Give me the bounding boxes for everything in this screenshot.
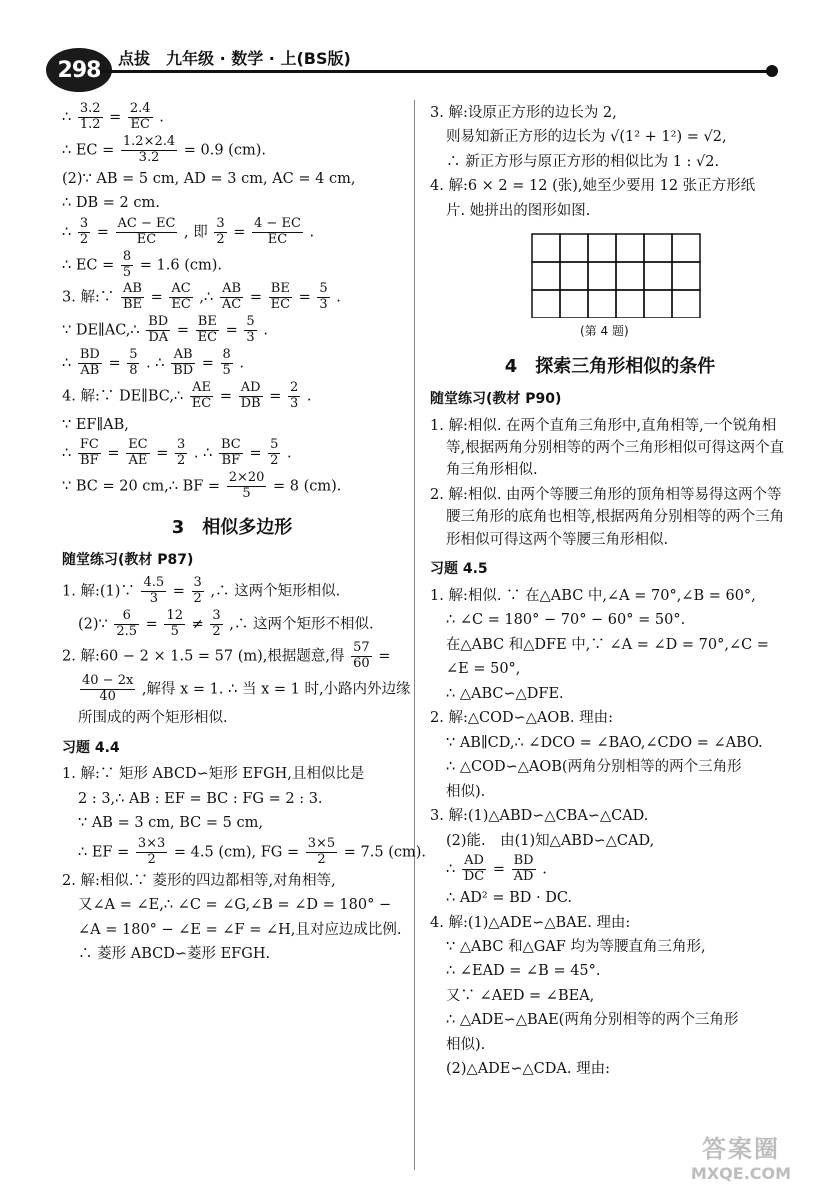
- text-line: 相似).: [446, 1036, 486, 1053]
- text-line: ∴ ∠C = 180° − 70° − 60° = 50°.: [446, 612, 686, 629]
- eq-line: ∵ BC = 20 cm,∴ BF = $\frac{2\times 20}{5}$ = 8 (cm).: [62, 470, 342, 502]
- grid-square: [588, 234, 616, 262]
- grid-square: [644, 262, 672, 290]
- grid-square: [616, 262, 644, 290]
- text-line: ∴ AD² = BD · DC.: [446, 890, 573, 907]
- header-dot-icon: [766, 65, 778, 77]
- text-line: ∴ ∠EAD = ∠B = 45°.: [446, 963, 601, 980]
- subsection-title: 随堂练习(教材 P87): [62, 552, 194, 569]
- exercise-4-right: 4. 解:(1)△ADE∽△BAE. 理由:: [430, 914, 631, 931]
- left-column: [62, 100, 427, 968]
- eq-line: (2)∵ $\frac{6}{2.5}$ = $\frac{12}{5}$ ≠ $\frac{3}{2}$ ,∴ 这两个矩形不相似.: [78, 607, 374, 639]
- subsection-title: 随堂练习(教材 P90): [430, 390, 562, 407]
- fraction: $\frac{AC - EC}{EC}$: [117, 215, 176, 247]
- watermark-logo: 答案圈 MXQE.COM: [690, 1135, 792, 1183]
- text-line: 相似).: [446, 783, 486, 800]
- text-line: 2 : 3,∴ AB : EF = BC : FG = 2 : 3.: [78, 790, 323, 807]
- grid-square: [532, 234, 560, 262]
- practice-1-right: 1. 解:相似. 在两个直角三角形中,直角相等,一个锐角相等,根据两角分别相等的两个三角形相似可得这两个直角三角形相似.: [430, 417, 785, 479]
- square-grid-figure: [530, 232, 790, 318]
- eq-line: ∴ EF = $\frac{3\times 3}{2}$ = 4.5 (cm), FG = $\frac{3\times 5}{2}$ = 7.5 (cm).: [78, 835, 427, 867]
- grid-square: [588, 262, 616, 290]
- grid-square: [588, 290, 616, 318]
- eq-line: ∴ EC = $\frac{1.2\times 2.4}{3.2}$ = 0.9 (cm).: [62, 133, 266, 165]
- text-line: ∵ AB = 3 cm, BC = 5 cm,: [78, 815, 263, 832]
- text-line: ∵ AB∥CD,∴ ∠DCO = ∠BAO,∠CDO = ∠ABO.: [446, 734, 763, 751]
- exercise-3-right: 3. 解:(1)△ABD∽△CBA∽△CAD.: [430, 808, 649, 825]
- grid-square: [560, 290, 588, 318]
- grid-square: [644, 290, 672, 318]
- grid-square: [672, 290, 700, 318]
- text-line: 在△ABC 和△DFE 中,∵ ∠A = ∠D = 70°,∠C =: [446, 636, 769, 653]
- problem-4-right: 4. 解:6 × 2 = 12 (张),她至少要用 12 张正方形纸: [430, 178, 756, 195]
- subsection-title: 习题 4.4: [62, 739, 120, 756]
- text-line: ∴ △COD∽△AOB(两角分别相等的两个三角形: [446, 759, 742, 776]
- header-rule: [100, 70, 770, 73]
- text-line: ∴ 菱形 ABCD∽菱形 EFGH.: [78, 946, 271, 963]
- text-line: (2)△ADE∽△CDA. 理由:: [446, 1061, 610, 1078]
- text-line: ∴ △ABC∽△DFE.: [446, 685, 564, 702]
- fraction: $\frac{8}{5}$: [122, 248, 132, 280]
- subsection-title: 习题 4.5: [430, 561, 488, 578]
- grid-figure: [530, 232, 704, 318]
- fraction: $\frac{3.2}{1.2}$: [79, 101, 101, 132]
- text-line: (2)∵ AB = 5 cm, AD = 3 cm, AC = 4 cm,: [62, 170, 356, 187]
- page-header: [0, 0, 818, 83]
- fraction: $\frac{1.2\times 2.4}{3.2}$: [122, 133, 176, 165]
- grid-square: [616, 290, 644, 318]
- text-line: 又∵ ∠AED = ∠BEA,: [446, 987, 595, 1004]
- section-title: 3 相似多边形: [171, 517, 293, 539]
- fraction: $\frac{3}{2}$: [79, 215, 89, 247]
- header-title: 点拔 九年级 · 数学 · 上(BS版): [118, 49, 351, 68]
- eq-line: $\frac{40 - 2x}{40}$ ,解得 x = 1. ∴ 当 x = 1 时,小路内外边缘: [82, 673, 411, 705]
- practice-2-right: 2. 解:相似. 由两个等腰三角形的顶角相等易得这两个等腰三角形的底角也相等,根据两角分别相等的两个三角形相似可得这两个等腰三角形相似.: [430, 486, 785, 548]
- grid-square: [644, 234, 672, 262]
- text-line: ∵ EF∥AB,: [62, 416, 129, 433]
- figure-caption: (第 4 题): [580, 324, 629, 339]
- problem-4: 4. 解:∵ DE∥BC,∴ $\frac{AE}{EC}$ = $\frac{AD}{DB}$ = $\frac{2}{3}$ .: [62, 380, 312, 411]
- exercise-1: 1. 解:∵ 矩形 ABCD∽矩形 EFGH,且相似比是: [62, 766, 365, 783]
- grid-square: [532, 290, 560, 318]
- grid-square: [672, 262, 700, 290]
- problem-3-right: 3. 解:设原正方形的边长为 2,: [430, 105, 617, 121]
- text-line: ∠E = 50°,: [446, 661, 521, 678]
- text-line: (2)能. 由(1)知△ABD∽△CAD,: [446, 832, 655, 849]
- fraction: $\frac{4 - EC}{EC}$: [254, 215, 301, 247]
- text-line: ∴ △ADE∽△BAE(两角分别相等的两个三角形: [446, 1012, 739, 1029]
- grid-square: [560, 262, 588, 290]
- text-line: 则易知新正方形的边长为 √(1² + 1²) = √2,: [446, 129, 727, 146]
- grid-square: [672, 234, 700, 262]
- practice-1: 1. 解:(1)∵ $\frac{4.5}{3}$ = $\frac{3}{2}$ ,∴ 这两个矩形相似.: [62, 574, 341, 606]
- text-line: 又∠A = ∠E,∴ ∠C = ∠G,∠B = ∠D = 180° −: [78, 897, 392, 914]
- grid-square: [616, 234, 644, 262]
- right-column: [430, 100, 790, 1083]
- problem-3: 3. 解:∵ $\frac{AB}{BE}$ = $\frac{AC}{EC}$ ,∴ $\frac{AB}{AC}$ = $\frac{BE}{EC}$ = $\frac{5}{3}$ .: [62, 281, 341, 313]
- grid-square: [560, 234, 588, 262]
- fraction: $\frac{3}{2}$: [216, 215, 225, 247]
- fraction: $\frac{2.4}{EC}$: [129, 101, 151, 132]
- grid-square: [532, 262, 560, 290]
- exercise-2-right: 2. 解:△COD∽△AOB. 理由:: [430, 710, 614, 727]
- text-line: ∴ DB = 2 cm.: [62, 195, 160, 212]
- eq-line: ∴ $\frac{3}{2}$ = $\frac{AC - EC}{EC}$ , 即 $\frac{3}{2}$ = $\frac{4 - EC}{EC}$ .: [62, 215, 315, 247]
- text-line: ∠A = 180° − ∠E = ∠F = ∠H,且对应边成比例.: [78, 921, 402, 938]
- text-line: ∴ 新正方形与原正方形的相似比为 1 : √2.: [446, 153, 720, 170]
- eq-line: ∴ $\frac{FC}{BF}$ = $\frac{EC}{AE}$ = $\frac{3}{2}$ . ∴ $\frac{BC}{BF}$ = $\frac{5}{2}$ .: [62, 437, 292, 469]
- eq-line: ∴ $\frac{3.2}{1.2}$ = $\frac{2.4}{EC}$ .: [62, 101, 164, 132]
- section-title: 4 探索三角形相似的条件: [504, 355, 716, 377]
- eq-line: ∴ $\frac{BD}{AB}$ = $\frac{5}{8}$ . ∴ $\frac{AB}{BD}$ = $\frac{8}{5}$ .: [62, 347, 245, 379]
- exercise-1-right: 1. 解:相似. ∵ 在△ABC 中,∠A = 70°,∠B = 60°,: [430, 588, 756, 605]
- text-line: 所围成的两个矩形相似.: [78, 710, 228, 727]
- page-number-badge: 298: [46, 48, 112, 92]
- practice-2: 2. 解:60 − 2 × 1.5 = 57 (m),根据题意,得 $\frac{57}{60}$ =: [62, 640, 391, 672]
- column-divider: [414, 100, 415, 1170]
- exercise-2: 2. 解:相似.∵ 菱形的四边都相等,对角相等,: [62, 872, 336, 889]
- eq-line: ∴ EC = $\frac{8}{5}$ = 1.6 (cm).: [62, 248, 223, 280]
- eq-line: ∵ DE∥AC,∴ $\frac{BD}{DA}$ = $\frac{BE}{EC}$ = $\frac{5}{3}$ .: [62, 314, 268, 346]
- text-line: 片. 她拼出的图形如图.: [446, 202, 591, 219]
- text-line: ∵ △ABC 和△GAF 均为等腰直角三角形,: [446, 938, 706, 955]
- eq-line: ∴ $\frac{AD}{DC}$ = $\frac{BD}{AD}$ .: [446, 853, 547, 885]
